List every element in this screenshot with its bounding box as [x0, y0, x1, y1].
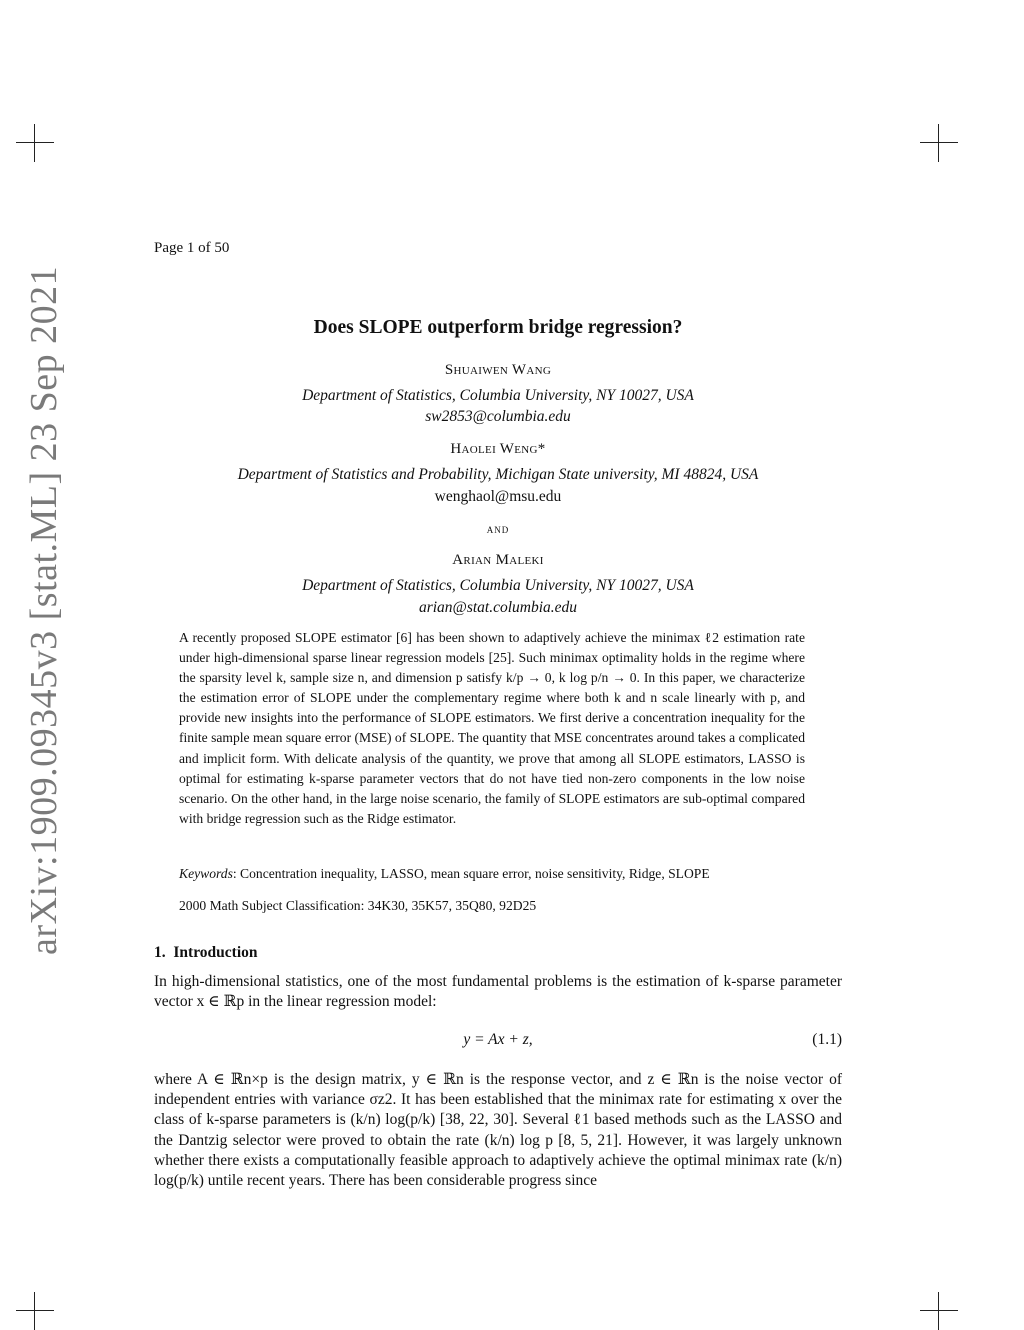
- section-heading: [154, 944, 258, 962]
- author-3-name: Arian Maleki: [452, 552, 544, 568]
- author-separator: and: [486, 521, 510, 536]
- equation-body: y = Ax + z,: [463, 1031, 533, 1048]
- section-number: 1.: [154, 944, 166, 961]
- math-subject-classification: 2000 Math Subject Classification: 34K30, 35K57, 35Q80, 92D25: [179, 898, 537, 913]
- section-title: Introduction: [173, 944, 258, 961]
- keywords-text: : Concentration inequality, LASSO, mean square error, noise sensitivity, Ridge, SLOPE: [232, 866, 710, 881]
- author-affiliation-3: Department of Statistics, Columbia University, NY 10027, USA: [302, 577, 694, 594]
- arxiv-identifier[interactable]: arXiv:1909.09345v3 [stat.ML] 23 Sep 2021: [23, 265, 65, 955]
- author-name-2: [154, 441, 842, 458]
- author-email-1[interactable]: sw2853@columbia.edu: [425, 408, 571, 425]
- author-name-1: [154, 362, 842, 379]
- author-2-name: Haolei Weng*: [450, 441, 546, 457]
- author-email-2[interactable]: wenghaol@msu.edu: [434, 488, 562, 505]
- keywords-label: Keywords: [179, 866, 233, 881]
- author-email-3[interactable]: arian@stat.columbia.edu: [418, 599, 578, 616]
- equation-number: (1.1): [812, 1031, 842, 1048]
- page-number: Page 1 of 50: [154, 240, 230, 256]
- author-affiliation-1: Department of Statistics, Columbia University, NY 10027, USA: [302, 387, 694, 404]
- intro-paragraph-2: where A ∈ ℝn×p is the design matrix, y ∈ ℝn is the response vector, and z ∈ ℝn is the noise vector of independent entries with variance σz2. It has been established that the minimax rate for estimating x over the class of k-sparse parameters is (k/n) log(p/k) [38, 22, 30]. Several ℓ1 based methods such as the LASSO and the Dantzig selector were proved to obtain the rate (k/n) log p [8, 5, 21]. However, it was largely unknown whether there exists a computationally feasible approach to adaptively achieve the optimal minimax rate (k/n) log(p/k) untile recent years. There has been considerable progress since: [154, 1071, 842, 1190]
- author-affiliation-2: Department of Statistics and Probability, Michigan State university, MI 48824, USA: [237, 466, 759, 483]
- keywords: [179, 866, 710, 882]
- abstract: A recently proposed SLOPE estimator [6] has been shown to adaptively achieve the minimax ℓ2 estimation rate under high-dimensional sparse linear regression models [25]. Such minimax optimality holds in the regime where the sparsity level k, sample size n, and dimension p satisfy k/p → 0, k log p/n → 0. In this paper, we characterize the estimation error of SLOPE under the complementary regime where both k and n scale linearly with p, and provide new insights into the performance of SLOPE estimators. We first derive a concentration inequality for the finite sample mean square error (MSE) of SLOPE. The quantity that MSE concentrates around takes a complicated and implicit form. With delicate analysis of the quantity, we prove that among all SLOPE estimators, LASSO is optimal for estimating k-sparse parameter vectors that do not have tied non-zero components in the low noise scenario. On the other hand, in the large noise scenario, the family of SLOPE estimators are sub-optimal compared with bridge regression such as the Ridge estimator.: [179, 630, 806, 826]
- author-name-3: [154, 552, 842, 569]
- intro-paragraph-1: In high-dimensional statistics, one of the most fundamental problems is the estimation of k-sparse parameter vector x ∈ ℝp in the linear regression model:: [154, 973, 842, 1011]
- paper-title: Does SLOPE outperform bridge regression?: [313, 317, 683, 338]
- author-1-name: Shuaiwen Wang: [444, 362, 552, 378]
